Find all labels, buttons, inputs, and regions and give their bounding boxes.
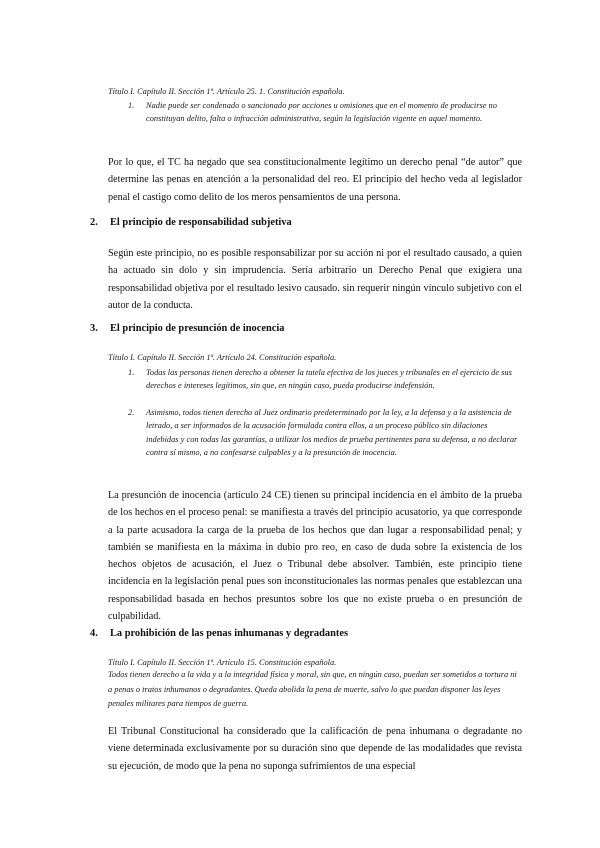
paragraph-presuncion: La presunción de inocencia (artículo 24 CE) tienen su principal incidencia en el ámbito de la prueba de los hechos en el proceso penal: se manifiesta a través del principio acusatorio, ya que corresponde a la parte acusadora la carga de la prueba de los hechos que dan lugar a responsabilidad penal; y también se manifiesta en la máxima in dubio pro reo, en caso de duda sobre la existencia de los hechos objetos de acusación, el Juez o Tribunal debe absolver. También, este principio tiene incidencia en la legislación penal pues son inconstitucionales las normas penales que establezcan una responsabilidad basada en hechos presuntos sobre los que no existe prueba o en presunción de culpabilidad. bbox=[108, 490, 522, 623]
item-number: 1. bbox=[128, 101, 135, 110]
citation-article-24: Título I. Capítulo II. Sección 1ª. Artículo 24. Constitución española. bbox=[108, 353, 337, 362]
article-24-item-1 bbox=[128, 366, 523, 406]
item-number: 2. bbox=[128, 408, 135, 417]
citation-article-25: Título I. Capítulo II. Sección 1ª. Artículo 25. 1. Constitución española. bbox=[108, 87, 345, 96]
article-25-item-1 bbox=[128, 99, 523, 141]
paragraph-responsabilidad: Según este principio, no es posible responsabilizar por su acción ni por el resultado causado, a quien ha actuado sin dolo y sin imprudencia. Sería arbitrario un Derecho Penal que exigiera una responsabilidad objetiva por el resultado lesivo causado. sin requerir ningún vínculo subjetivo con el autor de la conducta. bbox=[108, 248, 522, 311]
citation-article-15: Título I. Capítulo II. Sección 1ª. Artículo 15. Constitución española. bbox=[108, 658, 337, 667]
article-15-text: Todos tienen derecho a la vida y a la integridad física y moral, sin que, en ningún caso, puedan ser sometidos a tortura ni a penas o tratos inhumanos o degradantes. Queda abolida la pena de muerte, salvo lo que puedan disponer las leyes penales militares para tiempos de guerra. bbox=[108, 670, 517, 709]
article-24-item-2 bbox=[128, 406, 523, 476]
item-text: Asimismo, todos tienen derecho al Juez ordinario predeterminado por la ley, a la defensa y a la asistencia de letrado, a ser informados de la acusación formulada contra ellos, a un proceso público sin dilaciones indebidas y con todas las garantías, a utilizar los medios de prueba pertinentes para su defensa, a no declarar contra sí mismo, a no confesarse culpables y a la presunción de inocencia. bbox=[146, 408, 518, 458]
paragraph-autor: Por lo que, el TC ha negado que sea constitucionalmente legítimo un derecho penal “de autor” que determine las penas en atención a la personalidad del reo. El principio del hecho veda al legislador penal el castigo como delito de los meros pensamientos de una persona. bbox=[108, 157, 522, 203]
section-number: 3. bbox=[90, 323, 98, 334]
section-number: 2. bbox=[90, 217, 98, 228]
item-text: Todas las personas tienen derecho a obtener la tutela efectiva de los jueces y tribunales en el ejercicio de sus derechos e intereses legítimos, sin que, en ningún caso, pueda producirse indefensión. bbox=[146, 368, 512, 391]
item-text: Nadie puede ser condenado o sancionado por acciones u omisiones que en el momento de producirse no constituyan delito, falta o infracción administrativa, según la legislación vigente en aquel momento. bbox=[146, 101, 497, 124]
section-title: El principio de responsabilidad subjetiva bbox=[110, 217, 292, 228]
section-title: La prohibición de las penas inhumanas y degradantes bbox=[110, 628, 348, 639]
item-number: 1. bbox=[128, 368, 135, 377]
section-title: El principio de presunción de inocencia bbox=[110, 323, 285, 334]
section-heading-3 bbox=[90, 322, 284, 336]
section-heading-4 bbox=[90, 627, 348, 641]
section-number: 4. bbox=[90, 628, 98, 639]
paragraph-penas: El Tribunal Constitucional ha considerado que la calificación de pena inhumana o degradante no viene determinada exclusivamente por su duración sino que depende de las modalidades que revista su ejecución, de modo que la pena no suponga sufrimientos de una especial bbox=[108, 726, 522, 772]
section-heading-2 bbox=[90, 216, 292, 230]
